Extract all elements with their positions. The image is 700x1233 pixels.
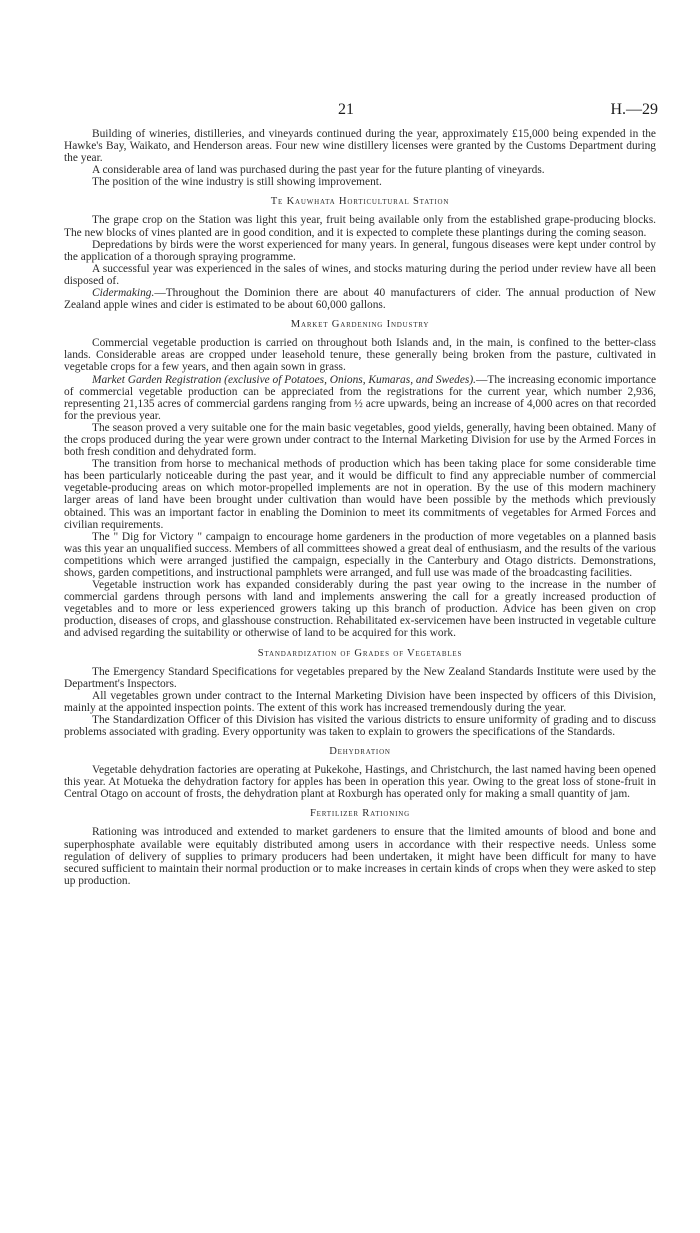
paragraph: The position of the wine industry is still showing improvement. [92, 176, 382, 189]
paragraph: The grape crop on the Station was light this year, fruit being available only from the established grape-producing blocks. The new blocks of vines planted are in good condition, and it is expected to complete these plantings during the coming season. [64, 214, 656, 239]
section-heading: Dehydration [329, 746, 391, 758]
paragraph [64, 287, 656, 311]
paragraph-text: —Throughout the Dominion there are about 40 manufacturers of cider. The annual production of New Zealand apple wines and cider is estimated to be about 60,000 gallons. [64, 287, 656, 312]
section-market-gardening [64, 318, 656, 639]
page-reference: H.—29 [610, 101, 658, 118]
paragraph: A considerable area of land was purchased during the past year for the future planting of vineyards. [92, 164, 545, 177]
paragraph: All vegetables grown under contract to the Internal Marketing Division have been inspected by officers of this Division, mainly at the appointed inspection points. The extent of this work has increased tremendously during the year. [64, 689, 656, 714]
section-dehydration [64, 745, 656, 800]
paragraph: Vegetable dehydration factories are operating at Pukekohe, Hastings, and Christchurch, the last named having been opened this year. At Motueka the dehydration factory for apples has been in operation this year. Owing to the great loss of stone-fruit in Central Otago on account of frosts, the dehydration plant at Roxburgh has operated only for making a small quantity of jam. [64, 764, 656, 801]
section-heading: Market Gardening Industry [290, 319, 430, 331]
section-wine-industry [64, 128, 656, 188]
paragraph: The Emergency Standard Specifications for vegetables prepared by the New Zealand Standards Institute were used by the Department's Inspectors. [64, 665, 656, 690]
paragraph: Depredations by birds were the worst experienced for many years. In general, fungous diseases were kept under control by the application of a thorough spraying programme. [64, 238, 656, 263]
page-number: 21 [338, 101, 354, 118]
section-standardization [64, 647, 656, 739]
paragraph: The Standardization Officer of this Division has visited the various districts to ensure uniformity of grading and to discuss problems associated with grading. Every opportunity was taken to explain to growers the specifications of the Standards. [64, 713, 656, 739]
section-fertilizer-rationing [64, 807, 656, 886]
paragraph-lead: Market Garden Registration (exclusive of Potatoes, Onions, Kumaras, and Swedes). [92, 373, 477, 386]
paragraph: Building of wineries, distilleries, and vineyards continued during the year, approximately £15,000 being expended in the Hawke's Bay, Waikato, and Henderson areas. Four new wine distillery licenses were granted by the Customs Department during the year. [64, 128, 656, 165]
paragraph-text: —The increasing economic importance of commercial vegetable production can be appreciated from the registrations for the current year, which number 2,936, representing 21,135 acres of commercial gardens ranging from ½ acre upwards, being an increase of 4,000 acres on that recorded for the previous year. [64, 373, 656, 422]
paragraph: A successful year was experienced in the sales of wines, and stocks maturing during the period under review have all been disposed of. [64, 262, 656, 287]
paragraph: The season proved a very suitable one for the main basic vegetables, good yields, generally, having been obtained. Many of the crops produced during the year were grown under contract to the Internal Marketing Division for use by the Armed Forces in both fresh condition and dehydrated form. [64, 421, 656, 459]
paragraph: Rationing was introduced and extended to market gardeners to ensure that the limited amounts of blood and bone and superphosphate available were equitably distributed among users in accordance with their respective needs. Unless some regulation of delivery of supplies to primary producers had been undertaken, it might have been difficult for many to have secured sufficient to maintain their normal production or to make increases in certain kinds of crops when they were asked to step up production. [64, 826, 656, 887]
document-body [64, 128, 656, 887]
paragraph: The " Dig for Victory " campaign to encourage home gardeners in the production of more vegetables on a planned basis was this year an unqualified success. Members of all committees showed a great deal of enthusiasm, and the results of the various competitions which were arranged justified the campaign, especially in the Canterbury and Otago districts. Demonstrations, shows, garden competitions, and instructional pamphlets were arranged, and full use was made of the broadcasting facilities. [64, 530, 656, 579]
paragraph: The transition from horse to mechanical methods of production which has been taking place for some considerable time has been particularly noticeable during the past year, and it would be difficult to find any appreciable number of commercial vegetable-producing areas on which motor-propelled implements are not in operation. By the use of this modern machinery larger areas of land have been brought under cultivation than would have been possible by the methods which previously obtained. This was an important factor in enabling the Dominion to meet its commitments of vegetables for Armed Forces and civilian requirements. [64, 458, 656, 531]
section-heading: Standardization of Grades of Vegetables [257, 647, 463, 659]
paragraph: Vegetable instruction work has expanded considerably during the past year owing to the increase in the number of commercial gardens through persons with land and implements answering the call for a greatly increased production of vegetables and to more or less experienced growers taking up this branch of production. Advice has been given on crop production, diseases of crops, and glasshouse construction. Rehabilitated ex-servicemen have been instructed in vegetable culture and advised regarding the suitability or otherwise of land to be acquired for this work. [64, 579, 656, 640]
paragraph-lead: Cidermaking. [92, 287, 155, 300]
section-heading: Te Kauwhata Horticultural Station [270, 196, 450, 208]
paragraph: Commercial vegetable production is carried on throughout both Islands and, in the main, is confined to the better-class lands. Considerable areas are cropped under leasehold tenure, these generally being broken from the pasture, cultivated in vegetable crops for a few years, and then again sown in grass. [64, 337, 656, 374]
section-te-kauwhata [64, 195, 656, 311]
section-heading: Fertilizer Rationing [309, 808, 410, 820]
paragraph [64, 374, 656, 422]
